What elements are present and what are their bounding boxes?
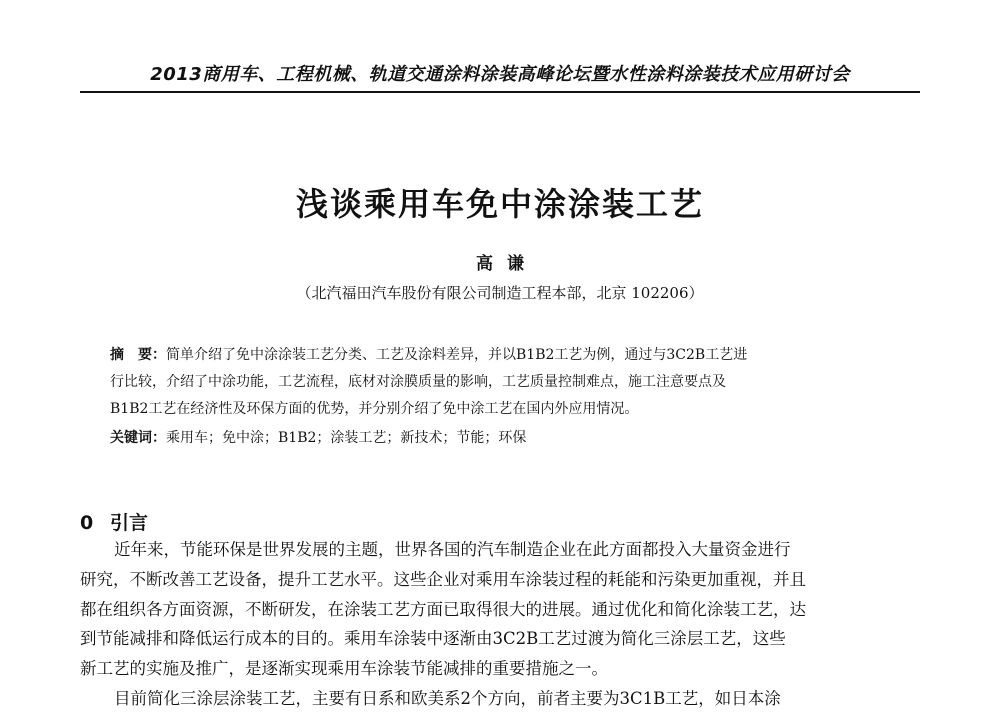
keywords [110, 427, 890, 449]
section-title: 引言 [110, 512, 149, 534]
abstract-text: 简单介绍了免中涂涂装工艺分类、工艺及涂料差异，并以B1B2工艺为例，通过与3C2B工艺进 [166, 347, 748, 363]
paper-title: 浅谈乘用车免中涂涂装工艺 [295, 185, 704, 223]
body-line: 到节能减排和降低运行成本的目的。乘用车涂装中逐渐由3C2B工艺过渡为简化三涂层工艺，这些 [80, 629, 786, 649]
body-line: 新工艺的实施及推广，是逐渐实现乘用车涂装节能减排的重要措施之一。 [80, 659, 608, 679]
running-header: 2013商用车、工程机械、轨道交通涂料涂装高峰论坛暨水性涂料涂装技术应用研讨会 [150, 64, 850, 85]
body-line: 目前简化三涂层涂装工艺，主要有日系和欧美系2个方向，前者主要为3C1B工艺，如日本涂 [114, 688, 781, 708]
body-line: 都在组织各方面资源，不断研发，在涂装工艺方面已取得很大的进展。通过优化和简化涂装工艺，达 [80, 599, 806, 619]
author-affiliation: （北汽福田汽车股份有限公司制造工程本部，北京 102206） [296, 284, 704, 302]
body-text [80, 535, 920, 714]
abstract [110, 342, 890, 423]
keywords-label: 关键词： [110, 430, 166, 446]
body-line: 近年来，节能环保是世界发展的主题，世界各国的汽车制造企业在此方面都投入大量资金进行 [114, 540, 791, 559]
abstract-line: 行比较，介绍了中涂功能，工艺流程，底材对涂膜质量的影响，工艺质量控制难点，施工注意要点及 [110, 374, 726, 390]
section-number: 0 [80, 512, 94, 534]
body-line: 研究，不断改善工艺设备，提升工艺水平。这些企业对乘用车涂装过程的耗能和污染更加重视，并且 [80, 569, 806, 589]
keywords-text: 乘用车；免中涂；B1B2；涂装工艺；新技术；节能；环保 [166, 430, 527, 446]
section-heading [80, 508, 148, 535]
abstract-label: 摘 要： [110, 347, 166, 363]
author-name: 高谦 [476, 254, 538, 274]
abstract-line [110, 342, 890, 369]
header-rule [80, 91, 920, 93]
abstract-line: B1B2工艺在经济性及环保方面的优势，并分别介绍了免中涂工艺在国内外应用情况。 [110, 401, 639, 417]
